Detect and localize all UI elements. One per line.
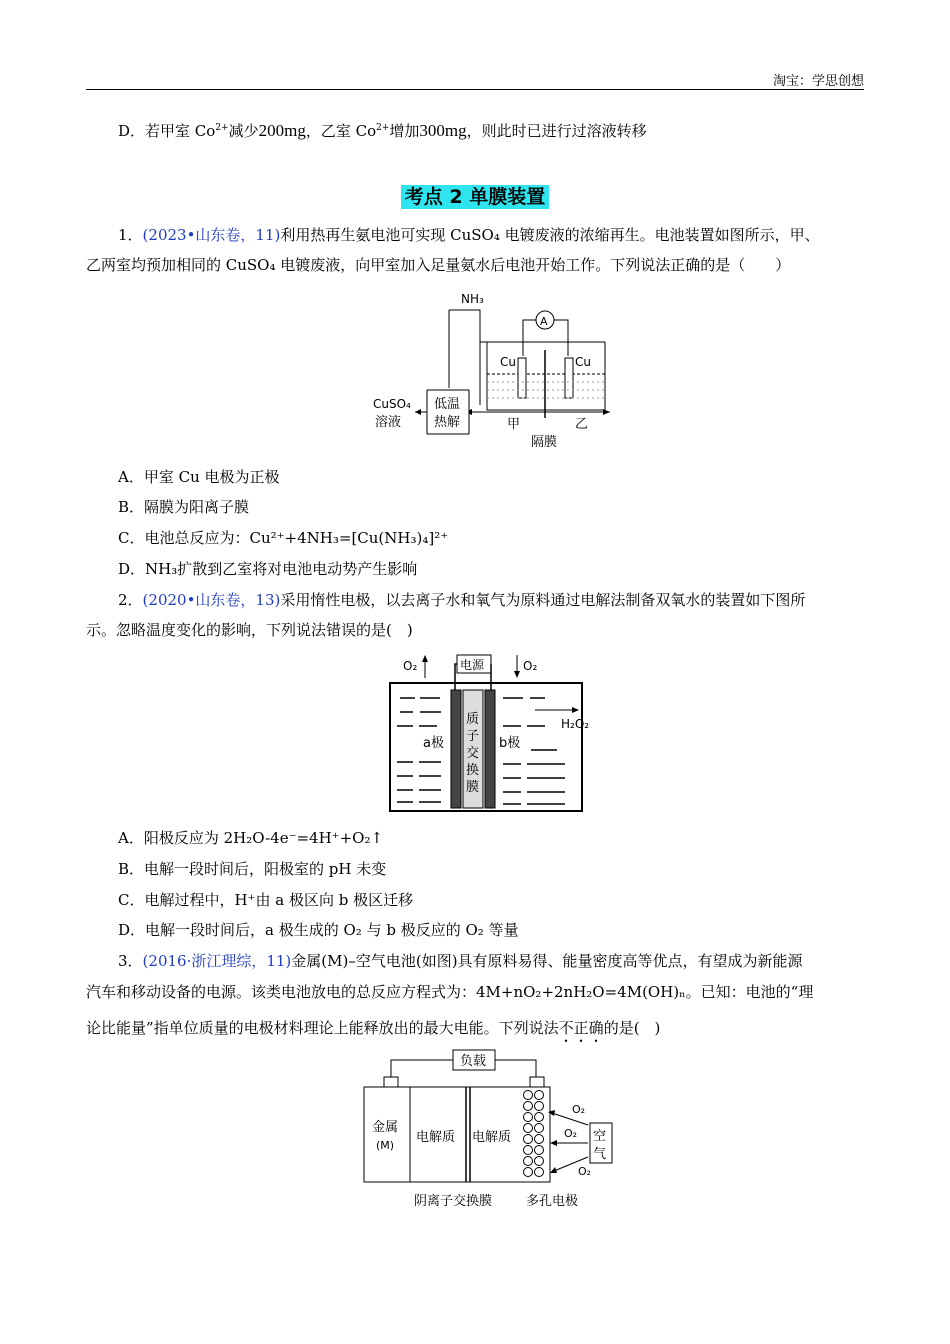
q3-electrolyte1: 电解质	[416, 1130, 456, 1145]
q2-o2-left: O₂	[403, 659, 418, 673]
q2-option-a: A．阳极反应为 2H₂O-4e⁻=4H⁺+O₂↑	[118, 829, 384, 847]
option-d-top: D．若甲室 $Co^{2+}$减少200mg，乙室 $Co^{2+}$增加300mg，则此时已进行过溶液转移	[118, 121, 647, 140]
q3-metal: 金属	[372, 1120, 399, 1135]
q1-ammeter: A	[540, 315, 548, 328]
q1-room-a: 甲	[507, 417, 521, 432]
q2-mem-2: 子	[466, 729, 480, 744]
q2-a-pole: a极	[423, 736, 444, 751]
q2-mem-3: 交	[466, 746, 480, 761]
q1-figure	[365, 290, 625, 455]
q3-o2-top: O₂	[572, 1103, 586, 1116]
q2-figure	[385, 650, 600, 815]
q2-b-pole: b极	[499, 736, 521, 751]
q1-membrane: 隔膜	[531, 435, 558, 450]
q1-option-a: A．甲室 Cu 电极为正极	[118, 468, 280, 486]
q2-line2: 示。忽略温度变化的影响，下列说法错误的是( )	[86, 621, 413, 639]
q1-option-d: D．NH₃扩散到乙室将对电池电动势产生影响	[118, 560, 418, 578]
q3-line1: 3．(2016·浙江理综，11)金属(M)–空气电池(如图)具有原料易得、能量密度高等优点，有望成为新能源	[118, 952, 803, 970]
q2-h2o2: H₂O₂	[561, 717, 590, 731]
q3-metal-m: (M)	[376, 1139, 395, 1152]
q3-anion-membrane: 阴离子交换膜	[414, 1194, 493, 1209]
q2-power: 电源	[460, 658, 485, 672]
q1-line1: 1．(2023•山东卷，11)利用热再生氨电池可实现 CuSO₄ 电镀废液的浓缩再生。电池装置如图所示，甲、	[118, 226, 820, 244]
q3-figure	[358, 1045, 620, 1215]
q2-mem-4: 换	[466, 763, 480, 778]
header-rule	[86, 89, 864, 90]
q3-porous: 多孔电极	[526, 1194, 579, 1209]
q2-option-b: B．电解一段时间后，阳极室的 pH 未变	[118, 860, 387, 878]
q3-air1: 空	[593, 1129, 607, 1144]
q3-o2-bot: O₂	[578, 1165, 592, 1178]
q1-box-line2: 热解	[434, 415, 461, 430]
q1-cu-right: Cu	[575, 355, 591, 369]
q2-o2-right: O₂	[523, 659, 538, 673]
q2-option-d: D．电解一段时间后，a 极生成的 O₂ 与 b 极反应的 O₂ 等量	[118, 921, 519, 939]
q2-mem-5: 膜	[466, 780, 480, 795]
q1-option-c: C．电池总反应为：Cu²⁺+4NH₃=[Cu(NH₃)₄]²⁺	[118, 529, 449, 547]
q3-line3: 论比能量”指单位质量的电极材料理论上能释放出的最大电能。下列说法不正确的是( )	[86, 1019, 661, 1037]
q1-solution: 溶液	[375, 415, 402, 430]
q1-line2: 乙两室均预加相同的 CuSO₄ 电镀废液，向甲室加入足量氨水后电池开始工作。下列说法正确的是（ ）	[86, 256, 791, 274]
header-text: 淘宝：学思创想	[772, 74, 864, 89]
section-title: 考点 2 单膜装置	[0, 182, 950, 209]
q3-load: 负载	[460, 1054, 487, 1069]
q3-air2: 气	[593, 1147, 607, 1162]
q1-cuso4: CuSO₄	[373, 397, 411, 411]
q2-option-c: C．电解过程中，H⁺由 a 极区向 b 极区迁移	[118, 891, 414, 909]
q1-nh3: NH₃	[461, 292, 484, 306]
q3-o2-mid: O₂	[564, 1127, 578, 1140]
emphasis-dots: 不正确	[558, 1019, 604, 1037]
q2-line1: 2．(2020•山东卷，13)采用惰性电极，以去离子水和氧气为原料通过电解法制备双氧水的装置如下图所	[118, 591, 806, 609]
q1-cu-left: Cu	[500, 355, 516, 369]
q3-electrolyte2: 电解质	[472, 1130, 512, 1145]
q3-line2: 汽车和移动设备的电源。该类电池放电的总反应方程式为：4M+nO₂+2nH₂O=4M(OH)ₙ。已知：电池的“理	[86, 983, 814, 1001]
q1-room-b: 乙	[575, 417, 589, 432]
q1-option-b: B．隔膜为阳离子膜	[118, 498, 250, 516]
q2-mem-1: 质	[466, 712, 480, 727]
q1-box-line1: 低温	[434, 397, 461, 412]
